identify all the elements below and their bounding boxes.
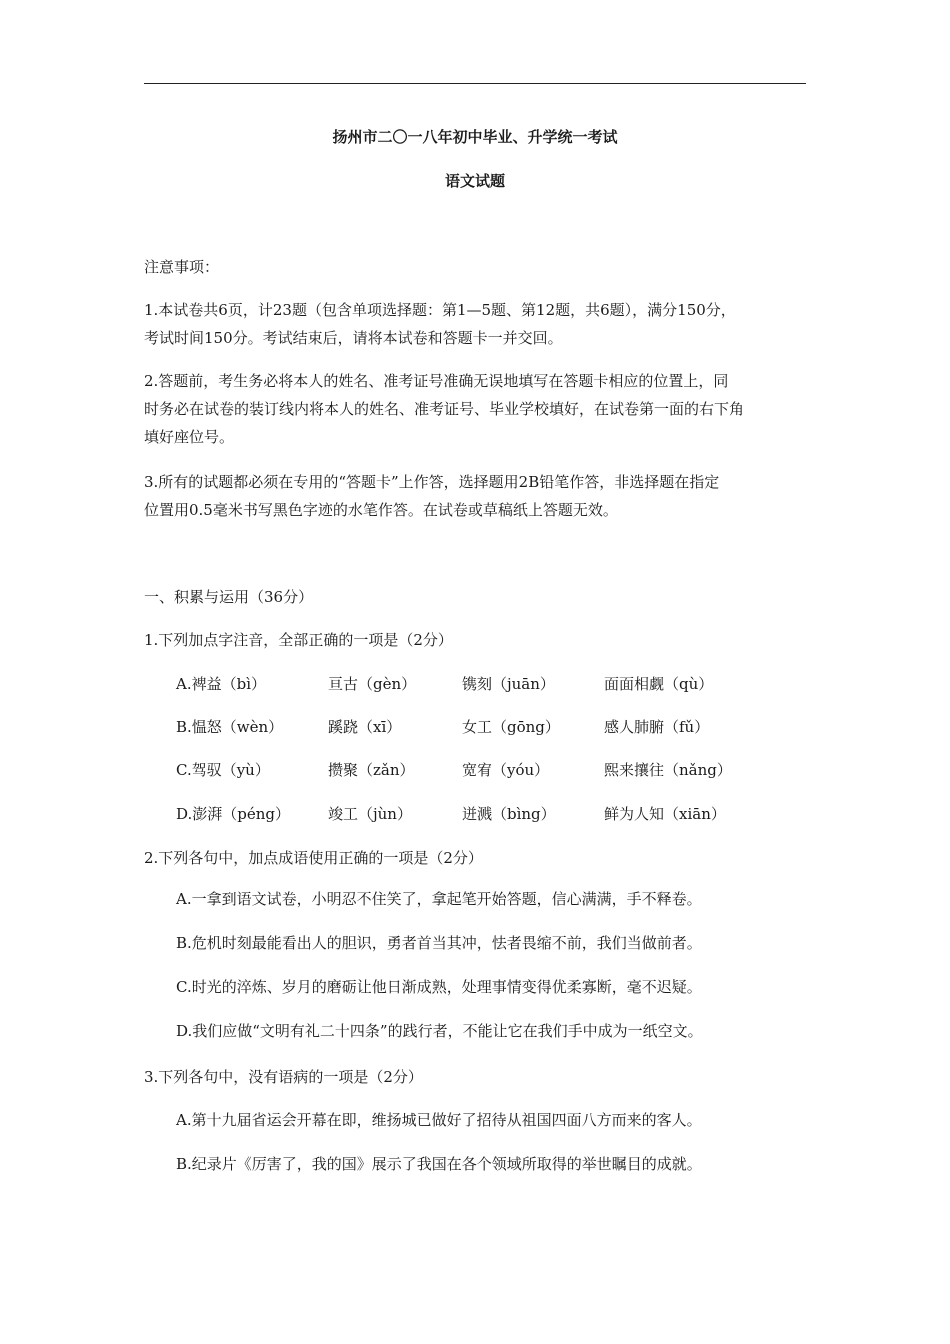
q1-option-b-item: 感人肺腑（fǔ） [604,718,710,736]
q3-option-b: B.纪录片《厉害了，我的国》展示了我国在各个领域所取得的举世瞩目的成就。 [176,1155,702,1173]
q2-option-d: D.我们应做“文明有礼二十四条”的践行者，不能让它在我们手中成为一纸空文。 [176,1022,703,1040]
q3-option-a: A.第十九届省运会开幕在即，维扬城已做好了招待从祖国四面八方而来的客人。 [176,1111,702,1129]
q1-option-a-item: A.裨益（bì） [176,675,267,693]
q1-option-a-item: 面面相觑（qù） [604,675,714,693]
note-line: 时务必在试卷的装订线内将本人的姓名、准考证号、毕业学校填好，在试卷第一面的右下角 [144,400,745,418]
q1-option-a-item: 亘古（gèn） [328,675,417,693]
exam-title: 扬州市二〇一八年初中毕业、升学统一考试 [332,128,618,146]
question-stem: 1.下列加点字注音，全部正确的一项是（2分） [144,631,453,649]
q1-option-b-item: B.愠怒（wèn） [176,718,284,736]
q1-option-c-item: 熙来攘往（nǎng） [604,761,732,779]
q1-option-c-item: 宽宥（yóu） [462,761,550,779]
note-line: 考试时间150分。考试结束后，请将本试卷和答题卡一并交回。 [144,329,563,347]
q2-option-b: B.危机时刻最能看出人的胆识，勇者首当其冲，怯者畏缩不前，我们当做前者。 [176,934,702,952]
q1-option-c-item: C.驾驭（yù） [176,761,270,779]
q1-option-b-item: 女工（gōng） [462,718,560,736]
header-rule [144,83,806,84]
question-stem: 2.下列各句中，加点成语使用正确的一项是（2分） [144,849,483,867]
q1-option-c-item: 攒聚（zǎn） [328,761,415,779]
note-line: 2.答题前，考生务必将本人的姓名、准考证号准确无误地填写在答题卡相应的位置上，同 [144,372,729,390]
q1-option-d-item: 迸溅（bìng） [462,805,556,823]
note-line: 3.所有的试题都必须在专用的“答题卡”上作答，选择题用2B铅笔作答，非选择题在指定 [144,473,720,491]
note-line: 填好座位号。 [144,428,235,446]
q2-option-c: C.时光的淬炼、岁月的磨砺让他日渐成熟，处理事情变得优柔寡断，毫不迟疑。 [176,978,702,996]
notes-heading: 注意事项： [144,258,220,276]
question-stem: 3.下列各句中，没有语病的一项是（2分） [144,1068,423,1086]
exam-subtitle: 语文试题 [444,172,505,190]
note-line: 位置用0.5毫米书写黑色字迹的水笔作答。在试卷或草稿纸上答题无效。 [144,501,618,519]
section-heading: 一、积累与运用（36分） [144,588,314,606]
q1-option-b-item: 蹊跷（xī） [328,718,402,736]
q1-option-d-item: D.澎湃（péng） [176,805,291,823]
q1-option-d-item: 竣工（jùn） [328,805,412,823]
note-line: 1.本试卷共6页，计23题（包含单项选择题：第1—5题、第12题，共6题），满分150分， [144,301,736,319]
q2-option-a: A.一拿到语文试卷，小明忍不住笑了，拿起笔开始答题，信心满满，手不释卷。 [176,890,702,908]
q1-option-d-item: 鲜为人知（xiān） [604,805,726,823]
q1-option-a-item: 镌刻（juān） [462,675,555,693]
